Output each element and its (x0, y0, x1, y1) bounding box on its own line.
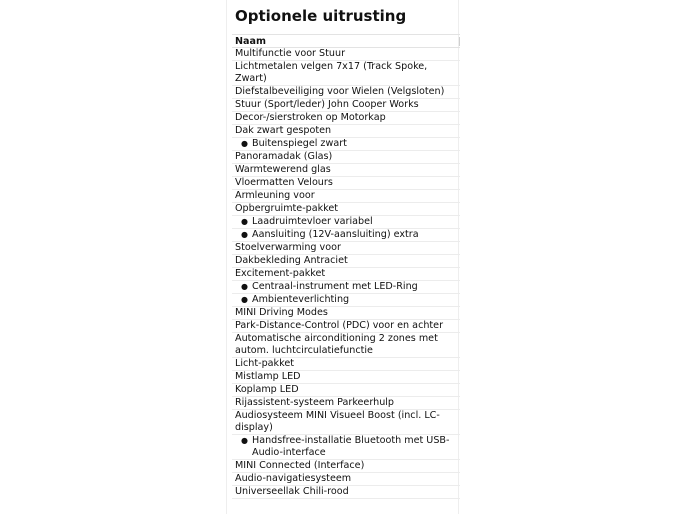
sub-option-row (232, 229, 460, 242)
option-row (232, 151, 460, 164)
option-label: Stuur (Sport/leder) John Cooper Works (235, 99, 419, 110)
sub-option-row (232, 216, 460, 229)
option-row (232, 333, 460, 358)
option-row (232, 473, 460, 486)
option-label: Park-Distance-Control (PDC) voor en achter (235, 320, 444, 331)
sub-option-row (232, 281, 460, 294)
option-label: Diefstalbeveiliging voor Wielen (Velgsloten) (235, 86, 445, 97)
table-header (232, 34, 460, 48)
option-row (232, 190, 460, 203)
option-row (232, 255, 460, 268)
option-row (232, 61, 460, 86)
option-row (232, 410, 460, 435)
option-row (232, 242, 460, 255)
bullet-icon: ● (241, 282, 248, 291)
option-label: Multifunctie voor Stuur (235, 48, 346, 59)
option-label: Dakbekleding Antraciet (235, 255, 348, 266)
option-label: Universeellak Chili-rood (235, 486, 349, 497)
options-table (232, 34, 460, 499)
option-label: Lichtmetalen velgen 7x17 (Track Spoke, Zwart) (235, 61, 428, 84)
option-label: Warmtewerend glas (235, 164, 331, 175)
options-list (232, 48, 460, 499)
sub-option-row (232, 138, 460, 151)
option-label: Stoelverwarming voor (235, 242, 341, 253)
option-row (232, 203, 460, 216)
option-row (232, 112, 460, 125)
option-label: Panoramadak (Glas) (235, 151, 333, 162)
option-label: Licht-pakket (235, 358, 294, 369)
column-resize-handle[interactable] (459, 37, 460, 46)
option-row (232, 460, 460, 473)
bullet-icon: ● (241, 436, 248, 445)
option-label: Centraal-instrument met LED-Ring (252, 281, 418, 292)
option-row (232, 164, 460, 177)
option-row (232, 397, 460, 410)
option-label: Opbergruimte-pakket (235, 203, 339, 214)
option-label: Automatische airconditioning 2 zones met autom. luchtcirculatiefunctie (235, 333, 438, 356)
option-label: Laadruimtevloer variabel (252, 216, 373, 227)
sub-option-row (232, 435, 460, 460)
option-label: Aansluiting (12V-aansluiting) extra (252, 229, 419, 240)
option-label: Buitenspiegel zwart (252, 138, 347, 149)
option-label: Rijassistent-systeem Parkeerhulp (235, 397, 395, 408)
option-row (232, 86, 460, 99)
option-row (232, 99, 460, 112)
option-label: Audiosysteem MINI Visueel Boost (incl. LC-display) (235, 410, 440, 433)
option-row (232, 358, 460, 371)
option-label: Dak zwart gespoten (235, 125, 332, 136)
option-row (232, 371, 460, 384)
option-label: Mistlamp LED (235, 371, 301, 382)
option-row (232, 486, 460, 499)
option-row (232, 384, 460, 397)
bullet-icon: ● (241, 230, 248, 239)
bullet-icon: ● (241, 295, 248, 304)
option-label: Excitement-pakket (235, 268, 326, 279)
option-label: Ambienteverlichting (252, 294, 350, 305)
option-label: Koplamp LED (235, 384, 299, 395)
option-row (232, 268, 460, 281)
option-label: Handsfree-installatie Bluetooth met USB-Audio-interface (252, 435, 450, 458)
option-label: MINI Driving Modes (235, 307, 328, 318)
option-label: Armleuning voor (235, 190, 315, 201)
bullet-icon: ● (241, 139, 248, 148)
option-label: Decor-/sierstroken op Motorkap (235, 112, 386, 123)
option-row (232, 177, 460, 190)
option-row (232, 320, 460, 333)
option-row (232, 48, 460, 61)
option-label: MINI Connected (Interface) (235, 460, 365, 471)
bullet-icon: ● (241, 217, 248, 226)
column-header-naam[interactable]: Naam (235, 36, 266, 47)
option-row (232, 125, 460, 138)
sub-option-row (232, 294, 460, 307)
option-label: Vloermatten Velours (235, 177, 333, 188)
page-title: Optionele uitrusting (235, 7, 407, 25)
option-label: Audio-navigatiesysteem (235, 473, 352, 484)
option-row (232, 307, 460, 320)
